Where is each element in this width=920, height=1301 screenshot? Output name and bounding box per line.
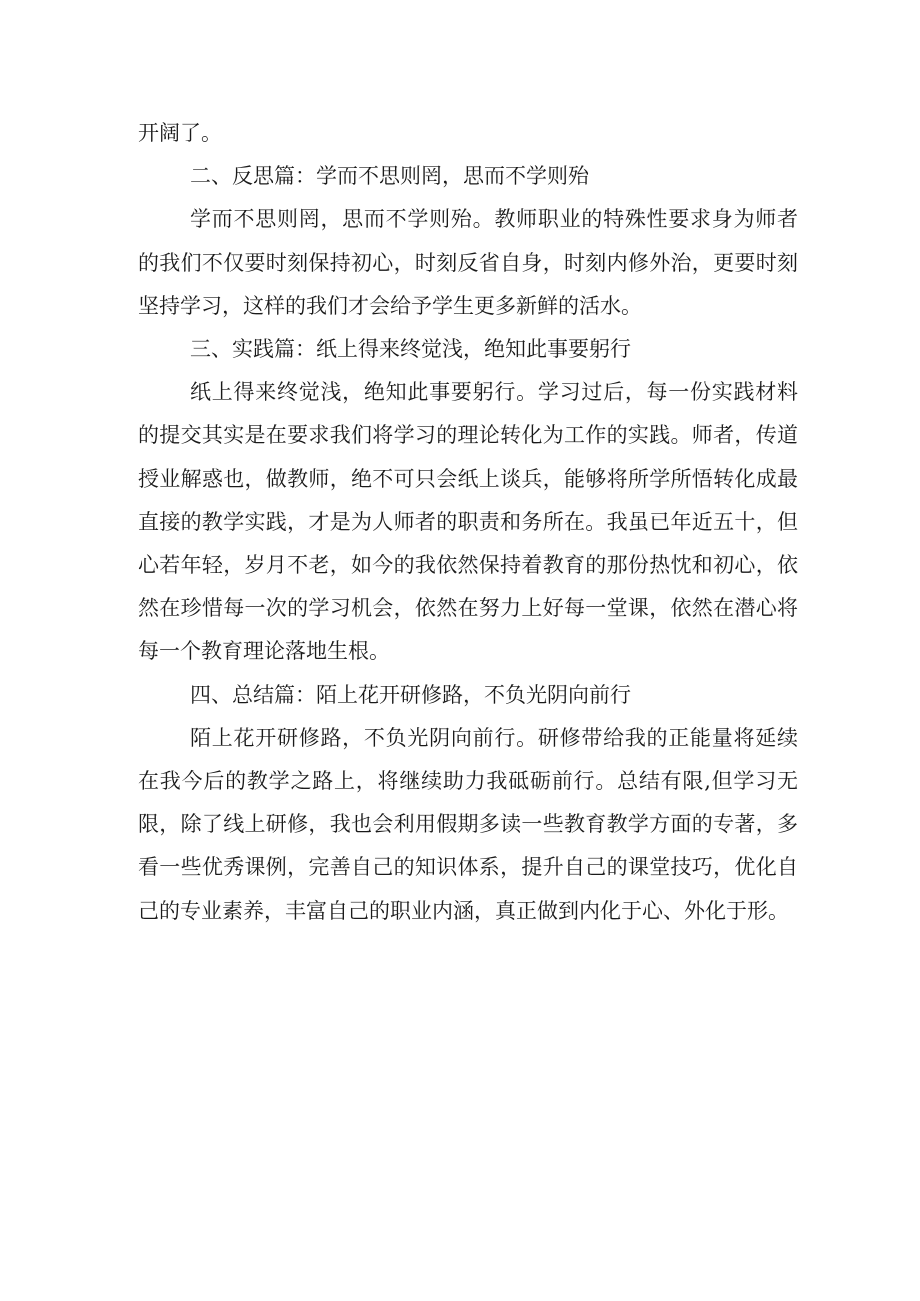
section-heading-summary: 四、总结篇：陌上花开研修路，不负光阴向前行 (190, 682, 631, 707)
paragraph-continuation: 开阔了。 (138, 121, 222, 145)
paragraph-practice: 纸上得来终觉浅，绝知此事要躬行。学习过后，每一份实践材料的提交其实是在要求我们将学习的理论转化为工作的实践。师者，传道授业解惑也，做教师，绝不可只会纸上谈兵，能够将所学所悟转化成最直接的教学实践，才是为人师者的职责和务所在。我虽已年近五十，但心若年轻，岁月不老，如今的我依然保持着教育的那份热忱和初心，依然在珍惜每一次的学习机会，依然在努力上好每一堂课，依然在潜心将每一个教育理论落地生根。 (138, 380, 798, 664)
paragraph-summary: 陌上花开研修路，不负光阴向前行。研修带给我的正能量将延续在我今后的教学之路上，将继续助力我砥砺前行。总结有限,但学习无限，除了线上研修，我也会利用假期多读一些教育教学方面的专著，多看一些优秀课例，完善自己的知识体系，提升自己的课堂技巧，优化自己的专业素养，丰富自己的职业内涵，真正做到内化于心、外化于形。 (138, 725, 798, 923)
section-heading-reflection: 二、反思篇：学而不思则罔，思而不学则殆 (190, 164, 589, 189)
section-heading-practice: 三、实践篇：纸上得来终觉浅，绝知此事要躬行 (190, 337, 631, 362)
document-body (138, 112, 798, 933)
paragraph-reflection: 学而不思则罔，思而不学则殆。教师职业的特殊性要求身为师者的我们不仅要时刻保持初心，时刻反省自身，时刻内修外治，更要时刻坚持学习，这样的我们才会给予学生更多新鲜的活水。 (138, 207, 798, 318)
